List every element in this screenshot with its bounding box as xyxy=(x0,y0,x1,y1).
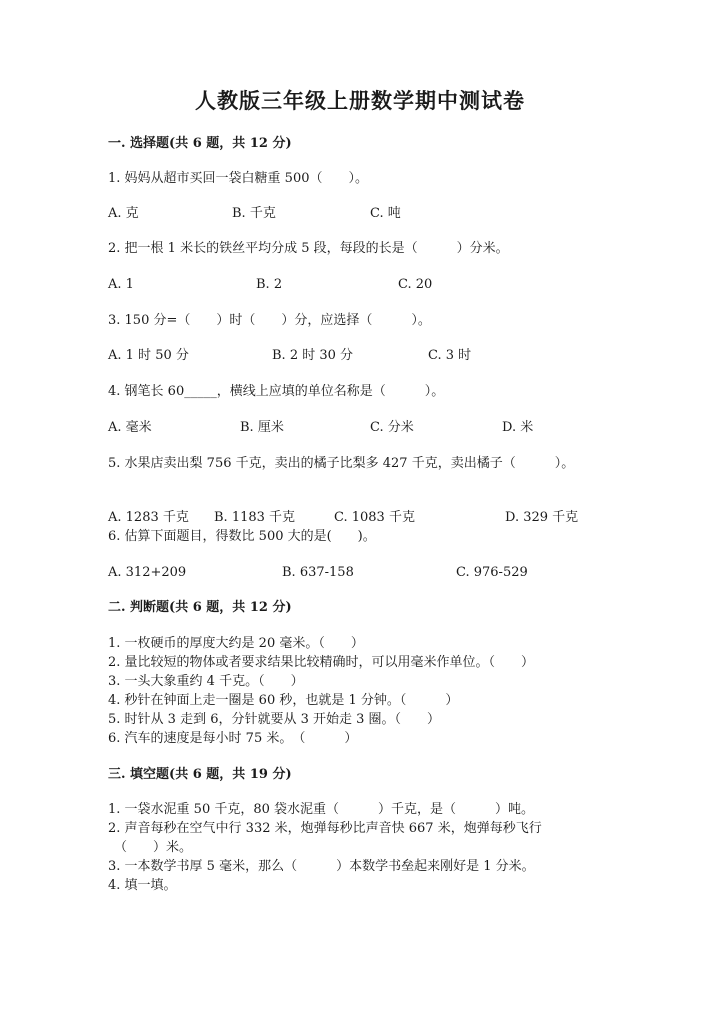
list-item: （ ）米。 xyxy=(114,840,193,855)
section-heading-fill: 三. 填空题(共 6 题，共 19 分) xyxy=(108,767,292,782)
option: A. 1 xyxy=(108,277,134,292)
list-item: 6. 汽车的速度是每小时 75 米。 （ ） xyxy=(108,731,358,746)
option: C. 分米 xyxy=(370,420,414,435)
option: A. 1283 千克 xyxy=(108,510,189,525)
option: D. 329 千克 xyxy=(505,510,579,525)
section-heading-judge: 二. 判断题(共 6 题，共 12 分) xyxy=(108,600,292,615)
list-item: 3. 一本数学书厚 5 毫米，那么（ ）本数学书垒起来刚好是 1 分米。 xyxy=(108,859,535,874)
option: A. 1 时 50 分 xyxy=(108,348,189,363)
question-text: 5. 水果店卖出梨 756 千克，卖出的橘子比梨多 427 千克，卖出橘子（ ）。 xyxy=(108,456,575,471)
section-heading-choice: 一. 选择题(共 6 题，共 12 分) xyxy=(108,136,292,151)
question-text: 3. 150 分=（ ）时（ ）分，应选择（ ）。 xyxy=(108,313,431,328)
option: A. 毫米 xyxy=(108,420,152,435)
question-text: 4. 钢笔长 60_____，横线上应填的单位名称是（ ）。 xyxy=(108,384,445,399)
list-item: 1. 一枚硬币的厚度大约是 20 毫米。（ ） xyxy=(108,636,364,651)
option: A. 克 xyxy=(108,206,139,221)
option: D. 米 xyxy=(502,420,534,435)
option: B. 2 时 30 分 xyxy=(272,348,354,363)
list-item: 4. 填一填。 xyxy=(108,878,177,893)
list-item: 3. 一头大象重约 4 千克。（ ） xyxy=(108,674,304,689)
question-text: 1. 妈妈从超市买回一袋白糖重 500（ ）。 xyxy=(108,171,368,186)
option: A. 312+209 xyxy=(108,565,187,580)
option: B. 千克 xyxy=(232,206,276,221)
option: B. 1183 千克 xyxy=(214,510,296,525)
list-item: 4. 秒针在钟面上走一圈是 60 秒，也就是 1 分钟。（ ） xyxy=(108,693,459,708)
option: C. 20 xyxy=(398,277,433,292)
option: C. 976-529 xyxy=(456,565,528,580)
question-text: 2. 把一根 1 米长的铁丝平均分成 5 段，每段的长是（ ）分米。 xyxy=(108,241,509,256)
list-item: 2. 声音每秒在空气中行 332 米，炮弹每秒比声音快 667 米，炮弹每秒飞行 xyxy=(108,821,542,836)
list-item: 2. 量比较短的物体或者要求结果比较精确时，可以用毫米作单位。（ ） xyxy=(108,655,535,670)
option: C. 吨 xyxy=(370,206,401,221)
option: C. 3 时 xyxy=(428,348,472,363)
option: B. 厘米 xyxy=(240,420,284,435)
option: B. 637-158 xyxy=(282,565,354,580)
option: B. 2 xyxy=(256,277,283,292)
page-title: 人教版三年级上册数学期中测试卷 xyxy=(195,88,525,113)
list-item: 1. 一袋水泥重 50 千克，80 袋水泥重（ ）千克，是（ ）吨。 xyxy=(108,802,535,817)
option: C. 1083 千克 xyxy=(334,510,415,525)
question-text: 6. 估算下面题目，得数比 500 大的是( )。 xyxy=(108,529,376,544)
list-item: 5. 时针从 3 走到 6，分针就要从 3 开始走 3 圈。（ ） xyxy=(108,712,441,727)
